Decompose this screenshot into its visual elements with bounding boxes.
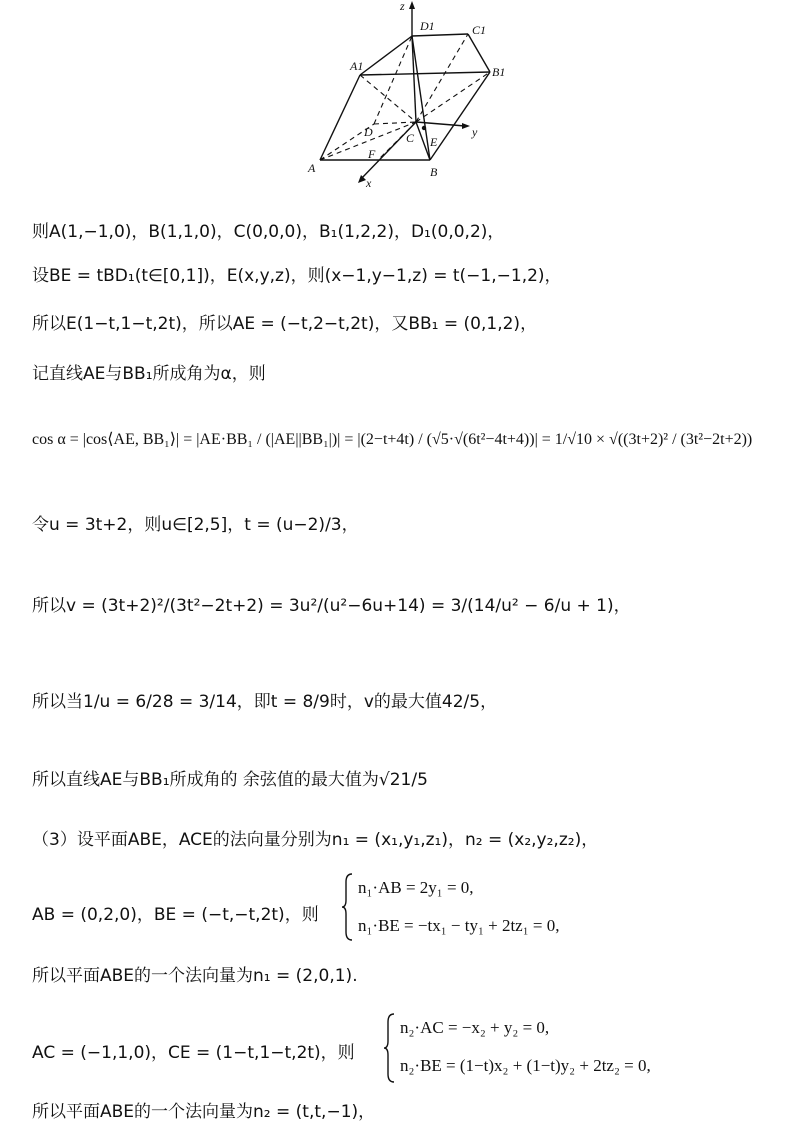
prism-figure: [300, 0, 506, 192]
system2-eq2: n₂·BE = (1−t)x₂ + (1−t)y₂ + 2tz₂ = 0,: [400, 1056, 651, 1075]
line-coordinates: 则A(1,−1,0)，B(1,1,0)，C(0,0,0)，B₁(1,2,2)，D₁(0,0,2)，: [32, 222, 505, 242]
line-v-maximum: 所以当1/u = 6/28 = 3/14，即t = 8/9时，v的最大值42/5，: [32, 692, 498, 712]
line-set-be: 设BE = tBD₁(t∈[0,1])，E(x,y,z)，则(x−1,y−1,z) = t(−1,−1,2)，: [32, 266, 562, 286]
line-normal-n2: 所以平面ABE的一个法向量为n₂ = (t,t,−1)，: [32, 1102, 376, 1122]
system1-eq2: n₁·BE = −tx₁ − ty₁ + 2tz₁ = 0,: [358, 916, 560, 935]
line-ac-ce-vectors: AC = (−1,1,0)，CE = (1−t,1−t,2t)，则: [32, 1043, 355, 1063]
label-C: C: [406, 131, 415, 145]
left-brace-2: [382, 1012, 398, 1084]
label-C1: C1: [472, 23, 487, 37]
left-brace-1: [340, 872, 356, 942]
line-max-cosine: 所以直线AE与BB₁所成角的 余弦值的最大值为√21/5: [32, 770, 428, 790]
line-ab-be-vectors: AB = (0,2,0)，BE = (−t,−t,2t)，则: [32, 905, 319, 925]
system1-eq1: n₁·AB = 2y₁ = 0,: [358, 878, 474, 897]
line-cos-alpha: cos α = |cos⟨AE, BB₁⟩| = |AE·BB₁ / (|AE||BB₁|)| = |(2−t+4t) / (√5·√(6t²−4t+4))| = 1/√10 × √((3t+2)² / (3t²−2t+2)): [32, 431, 753, 448]
label-y: y: [472, 125, 478, 139]
line-normal-n1: 所以平面ABE的一个法向量为n₁ = (2,0,1).: [32, 966, 358, 986]
line-e-coordinates: 所以E(1−t,1−t,2t)，所以AE = (−t,2−t,2t)，又BB₁ = (0,1,2)，: [32, 314, 538, 334]
line-angle-alpha: 记直线AE与BB₁所成角为α，则: [32, 364, 266, 384]
label-A: A: [308, 161, 316, 175]
line-let-u: 令u = 3t+2，则u∈[2,5]，t = (u−2)/3，: [32, 515, 359, 535]
label-B1: B1: [492, 65, 506, 79]
label-x: x: [366, 176, 372, 190]
label-D1: D1: [420, 19, 435, 33]
label-B: B: [430, 165, 438, 179]
label-z: z: [400, 0, 405, 13]
label-D: D: [364, 125, 373, 139]
system2-eq1: n₂·AC = −x₂ + y₂ = 0,: [400, 1018, 550, 1037]
label-F: F: [368, 147, 376, 161]
label-E: E: [430, 135, 438, 149]
line-v-expression: 所以v = (3t+2)²/(3t²−2t+2) = 3u²/(u²−6u+14) = 3/(14/u² − 6/u + 1)，: [32, 596, 631, 616]
line-part3-normals: （3）设平面ABE，ACE的法向量分别为n₁ = (x₁,y₁,z₁)，n₂ = (x₂,y₂,z₂)，: [32, 830, 599, 850]
label-A1: A1: [350, 59, 364, 73]
